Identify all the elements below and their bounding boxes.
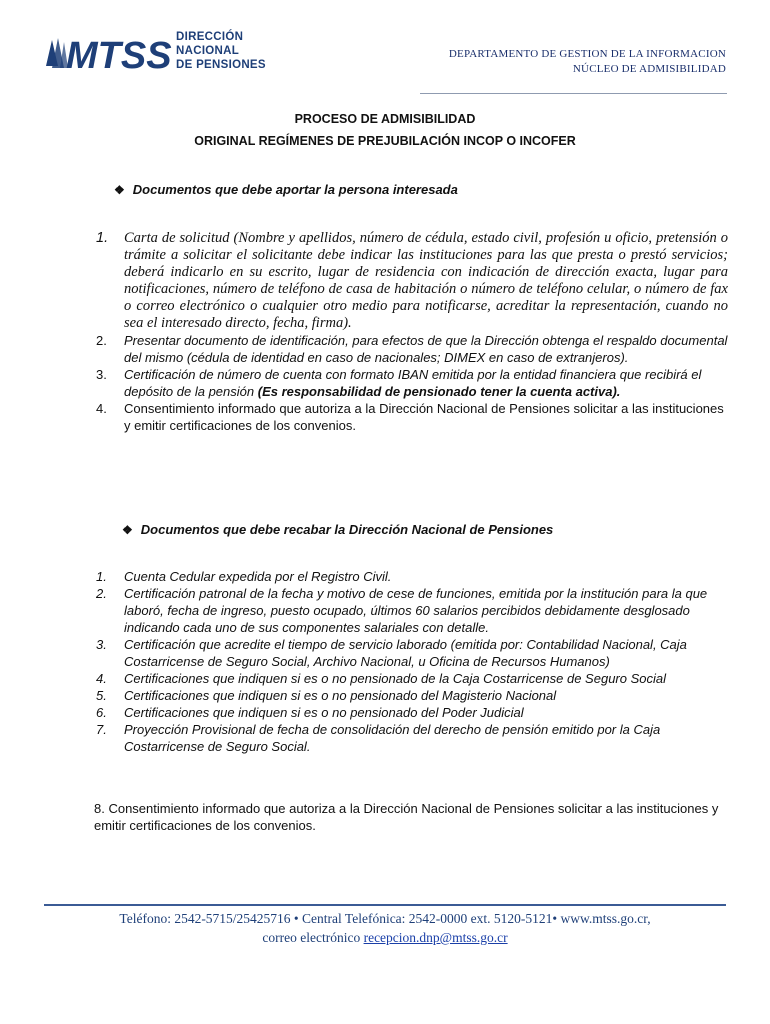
item-number: 3.	[96, 637, 107, 652]
list-item	[96, 568, 728, 585]
document-subtitle: ORIGINAL REGÍMENES DE PREJUBILACIÓN INCOP O INCOFER	[194, 134, 576, 148]
footer-email-line	[0, 930, 770, 946]
dept-line-2: NÚCLEO DE ADMISIBILIDAD	[572, 63, 726, 75]
footer-email-label: correo electrónico	[262, 930, 364, 945]
org-line-2: NACIONAL	[176, 45, 240, 57]
dept-line-1: DEPARTAMENTO DE GESTION DE LA INFORMACION	[448, 48, 726, 60]
list-item	[96, 585, 728, 636]
item-number: 4.	[96, 401, 107, 416]
item-number: 3.	[96, 367, 107, 382]
org-name	[176, 30, 266, 72]
list-item	[96, 721, 728, 755]
email-link[interactable]: recepcion.dnp@mtss.go.cr	[363, 930, 508, 945]
org-line-1: DIRECCIÓN	[176, 31, 244, 43]
item-text: Certificación patronal de la fecha y motivo de cese de funciones, emitida por la institución para la que laboró, fecha de ingreso, puesto ocupado, últimos 60 salarios percibidos debidamente desglosado indicando cada uno de sus componentes salariales con detalle.	[124, 586, 708, 635]
header-divider	[420, 93, 727, 94]
org-line-3: DE PENSIONES	[176, 59, 266, 71]
item-text: Certificaciones que indiquen si es o no pensionado del Poder Judicial	[124, 705, 524, 720]
mtss-logo-mark	[46, 28, 176, 78]
department-heading	[449, 47, 726, 77]
section-1-heading-text: Documentos que debe aportar la persona interesada	[132, 182, 458, 197]
footer-divider	[44, 904, 726, 906]
item-bold-note: (Es responsabilidad de pensionado tener la cuenta activa).	[257, 384, 621, 399]
item-number: 7.	[96, 722, 107, 737]
diamond-bullet-icon: ❖	[114, 183, 125, 197]
logo-wordmark: MTSS	[66, 35, 172, 77]
item-number: 2.	[96, 333, 107, 348]
item-text: Proyección Provisional de fecha de consolidación del derecho de pensión emitido por la Caja Costarricense de Seguro Social.	[124, 722, 661, 754]
list-item	[96, 704, 728, 721]
section-2-list	[96, 568, 728, 755]
item-number: 6.	[96, 705, 107, 720]
section-2-item-8: 8. Consentimiento informado que autoriza a la Dirección Nacional de Pensiones solicitar a las instituciones y emitir certificaciones de los convenios.	[94, 801, 719, 833]
footer-contact: Teléfono: 2542-5715/25425716 • Central Telefónica: 2542-0000 ext. 5120-5121• www.mtss.go.cr,	[119, 911, 651, 926]
list-item	[96, 366, 728, 400]
item-number: 5.	[96, 688, 107, 703]
item-text: Certificaciones que indiquen si es o no pensionado del Magisterio Nacional	[124, 688, 557, 703]
item-number: 4.	[96, 671, 107, 686]
section-1-list	[96, 230, 728, 434]
item-text: Carta de solicitud (Nombre y apellidos, número de cédula, estado civil, profesión u oficio, pretensión o trámite a solicitar el solicitante debe indicar las instituciones para las que presta o prestó servicios; deberá indicarlo en su escrito, lugar de residencia con indicación de dirección exacta, lugar para notificaciones, número de teléfono de casa de habitación o número de teléfono celular, o número de fax o correo electrónico o cualquier otro medio para notificarse, acreditar la representación, cuando no sea el interesado directo, fecha, firma).	[124, 230, 728, 331]
item-number: 1.	[96, 569, 107, 584]
section-1-heading	[114, 182, 458, 197]
item-number: 2.	[96, 586, 107, 601]
list-item	[96, 636, 728, 670]
item-number: 1.	[96, 230, 109, 246]
diamond-bullet-icon: ❖	[122, 523, 133, 537]
list-item	[96, 332, 728, 366]
item-text: Certificación de número de cuenta con formato IBAN emitida por la entidad financiera que recibirá el depósito de la pensión	[124, 367, 702, 399]
list-item	[96, 670, 728, 687]
section-2-heading-text: Documentos que debe recabar la Dirección Nacional de Pensiones	[140, 522, 554, 537]
section-2-heading	[122, 522, 553, 537]
list-item	[96, 230, 728, 332]
list-item	[96, 687, 728, 704]
document-title: PROCESO DE ADMISIBILIDAD	[294, 112, 476, 126]
item-text: Certificaciones que indiquen si es o no pensionado de la Caja Costarricense de Seguro Social	[124, 671, 667, 686]
item-text: Presentar documento de identificación, para efectos de que la Dirección obtenga el respaldo documental del mismo (cédula de identidad en caso de nacionales; DIMEX en caso de extranjeros).	[124, 333, 728, 365]
item-text: Cuenta Cedular expedida por el Registro Civil.	[124, 569, 392, 584]
item-text: Consentimiento informado que autoriza a la Dirección Nacional de Pensiones solicitar a las instituciones y emitir certificaciones de los convenios.	[124, 401, 724, 433]
item-text: Certificación que acredite el tiempo de servicio laborado (emitida por: Contabilidad Nacional, Caja Costarricense de Seguro Social, Archivo Nacional, u Oficina de Recursos Humanos)	[124, 637, 687, 669]
list-item	[96, 400, 728, 434]
